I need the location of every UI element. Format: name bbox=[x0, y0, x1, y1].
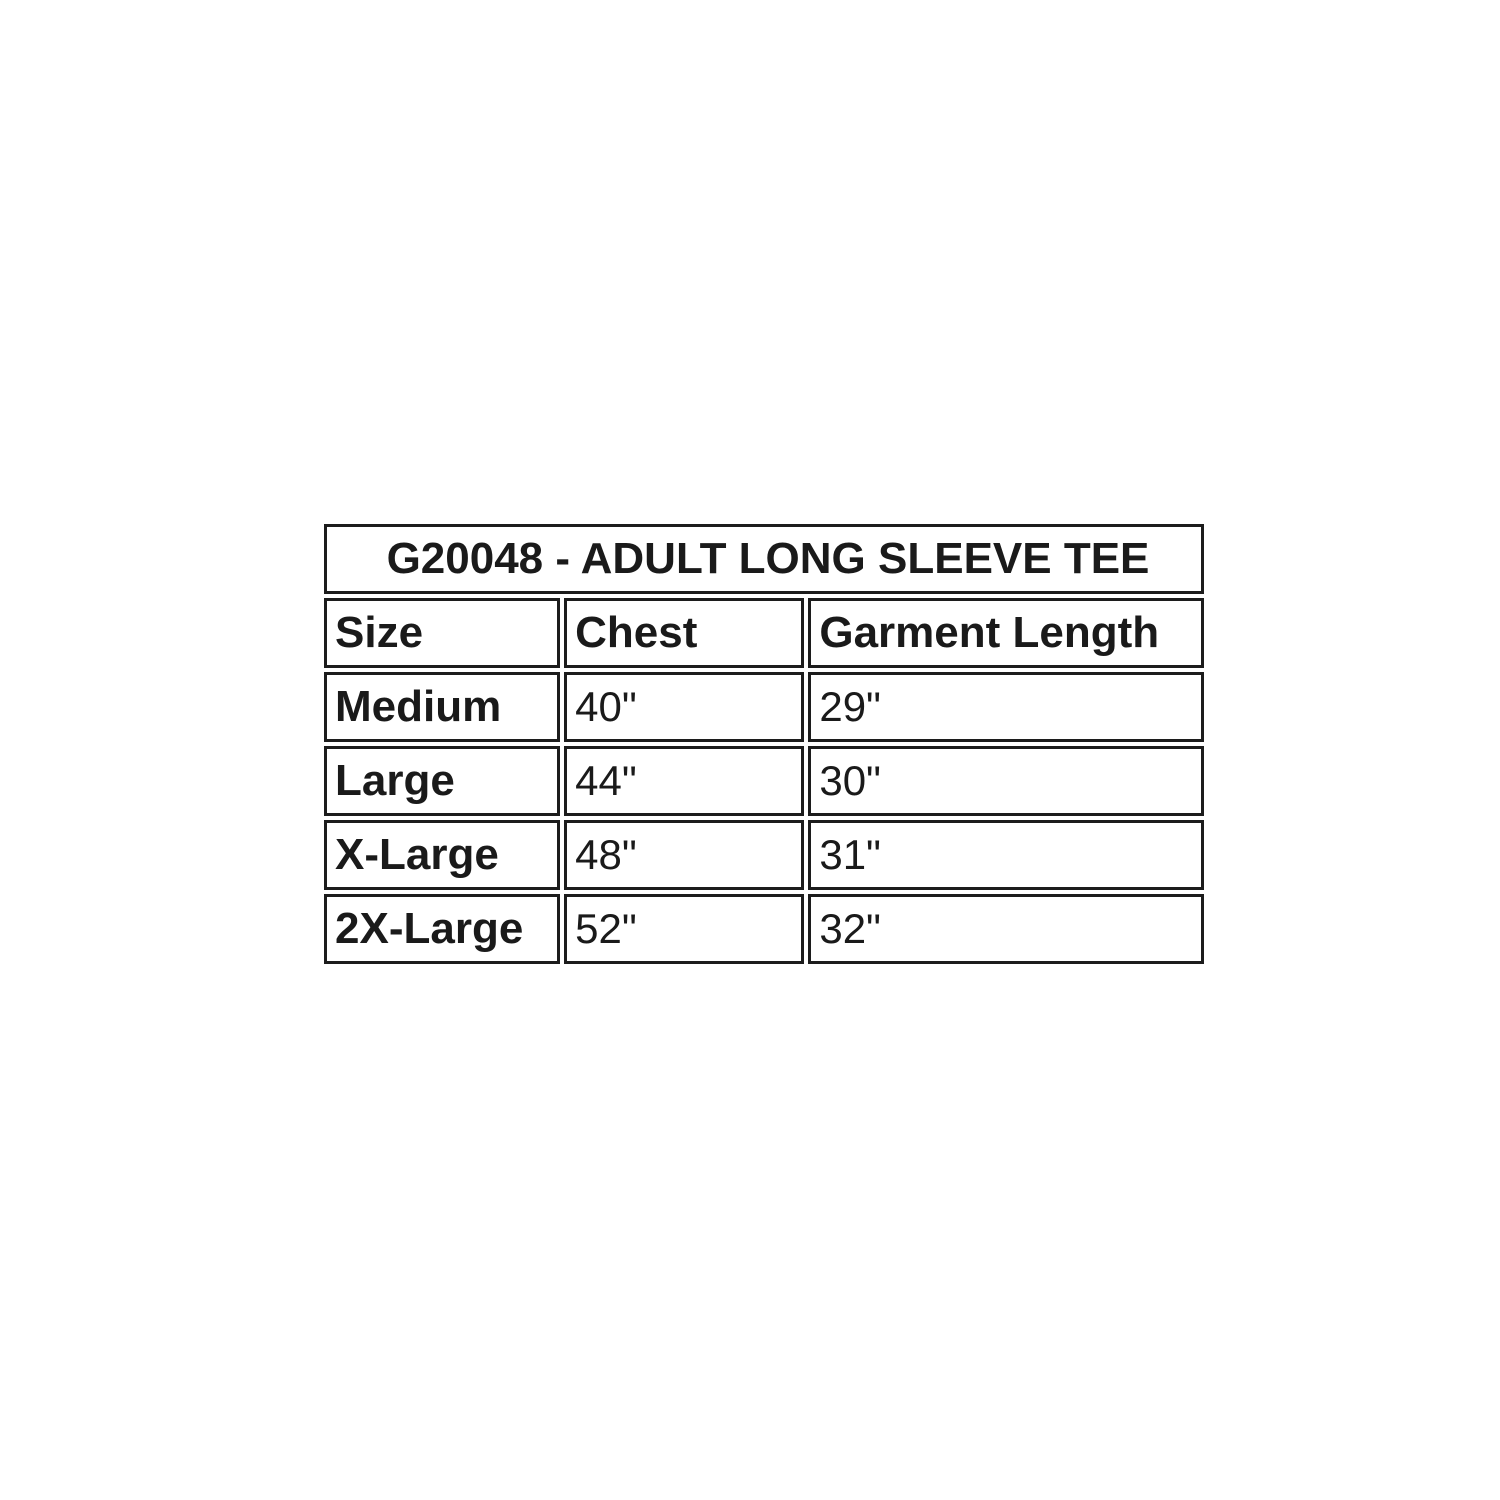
title-row bbox=[324, 524, 1204, 594]
chest-value: 40" bbox=[564, 672, 804, 742]
chest-value: 44" bbox=[564, 746, 804, 816]
column-header-size: Size bbox=[324, 598, 560, 668]
size-label: Medium bbox=[324, 672, 560, 742]
size-label: 2X-Large bbox=[324, 894, 560, 964]
column-header-chest: Chest bbox=[564, 598, 804, 668]
size-label: Large bbox=[324, 746, 560, 816]
table-row-large bbox=[324, 746, 1204, 816]
header-row bbox=[324, 598, 1204, 668]
garment-length-value: 30" bbox=[808, 746, 1204, 816]
size-chart-table bbox=[320, 520, 1208, 968]
table-title: G20048 - ADULT LONG SLEEVE TEE bbox=[324, 524, 1204, 594]
garment-length-value: 31" bbox=[808, 820, 1204, 890]
table-row-x-large bbox=[324, 820, 1204, 890]
table-row-medium bbox=[324, 672, 1204, 742]
chest-value: 48" bbox=[564, 820, 804, 890]
garment-length-value: 29" bbox=[808, 672, 1204, 742]
garment-length-value: 32" bbox=[808, 894, 1204, 964]
size-label: X-Large bbox=[324, 820, 560, 890]
table-row-2x-large bbox=[324, 894, 1204, 964]
chest-value: 52" bbox=[564, 894, 804, 964]
column-header-garment-length: Garment Length bbox=[808, 598, 1204, 668]
